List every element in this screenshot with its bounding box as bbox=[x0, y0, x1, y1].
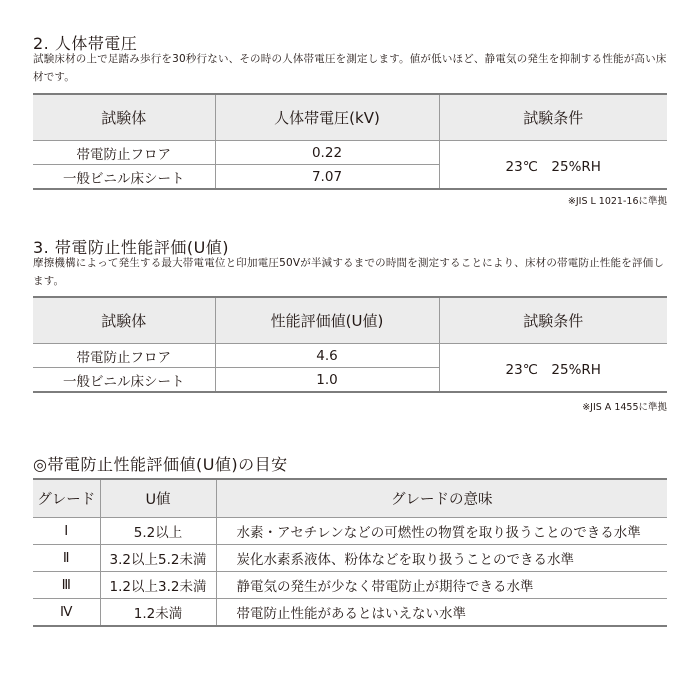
table-row bbox=[33, 344, 667, 368]
specimen-cell: 一般ビニル床シート bbox=[33, 165, 215, 190]
value-cell: 0.22 bbox=[215, 141, 439, 165]
column-header: 試験条件 bbox=[439, 94, 667, 141]
section2-heading: 2. 人体帯電圧 bbox=[33, 34, 138, 53]
column-header: U値 bbox=[100, 479, 216, 518]
section3-heading: 3. 帯電防止性能評価(U値) bbox=[33, 238, 230, 257]
condition-cell: 23℃ 25%RH bbox=[439, 141, 667, 190]
value-cell: 7.07 bbox=[215, 165, 439, 190]
table-header-row bbox=[33, 479, 667, 518]
section2-description: 試験床材の上で足踏み歩行を30秒行ない、その時の人体帯電圧を測定します。値が低いほど、静電気の発生を抑制する性能が高い床材です。 bbox=[33, 53, 667, 83]
table-row bbox=[33, 599, 667, 627]
value-cell: 4.6 bbox=[215, 344, 439, 368]
meaning-cell: 水素・アセチレンなどの可燃性の物質を取り扱うことのできる水準 bbox=[216, 518, 667, 545]
column-header: グレード bbox=[33, 479, 100, 518]
column-header: 人体帯電圧(kV) bbox=[215, 94, 439, 141]
column-header: グレードの意味 bbox=[216, 479, 667, 518]
meaning-cell: 帯電防止性能があるとはいえない水準 bbox=[216, 599, 667, 627]
condition-cell: 23℃ 25%RH bbox=[439, 344, 667, 393]
table-row bbox=[33, 141, 667, 165]
u-value-cell: 1.2以上3.2未満 bbox=[100, 572, 216, 599]
column-header: 試験体 bbox=[33, 297, 215, 344]
meaning-cell: 静電気の発生が少なく帯電防止が期待できる水準 bbox=[216, 572, 667, 599]
section3-table bbox=[33, 296, 667, 393]
guide-heading: ◎帯電防止性能評価値(U値)の目安 bbox=[33, 455, 288, 474]
grade-cell: Ⅳ bbox=[33, 599, 100, 627]
section2-note: ※JIS L 1021-16に準拠 bbox=[567, 196, 667, 207]
value-cell: 1.0 bbox=[215, 368, 439, 393]
column-header: 性能評価値(U値) bbox=[215, 297, 439, 344]
specimen-cell: 帯電防止フロア bbox=[33, 141, 215, 165]
table-row bbox=[33, 545, 667, 572]
u-value-cell: 3.2以上5.2未満 bbox=[100, 545, 216, 572]
section3-note: ※JIS A 1455に準拠 bbox=[582, 402, 667, 413]
u-value-cell: 1.2未満 bbox=[100, 599, 216, 627]
grade-cell: Ⅱ bbox=[33, 545, 100, 572]
meaning-cell: 炭化水素系液体、粉体などを取り扱うことのできる水準 bbox=[216, 545, 667, 572]
table-row bbox=[33, 518, 667, 545]
specimen-cell: 一般ビニル床シート bbox=[33, 368, 215, 393]
grade-cell: Ⅲ bbox=[33, 572, 100, 599]
grade-cell: Ⅰ bbox=[33, 518, 100, 545]
section3-description: 摩擦機構によって発生する最大帯電電位と印加電圧50Vが半減するまでの時間を測定することにより、床材の帯電防止性能を評価します。 bbox=[33, 257, 665, 287]
table-header-row bbox=[33, 94, 667, 141]
u-value-cell: 5.2以上 bbox=[100, 518, 216, 545]
specimen-cell: 帯電防止フロア bbox=[33, 344, 215, 368]
grade-table bbox=[33, 478, 667, 627]
table-row bbox=[33, 572, 667, 599]
table-header-row bbox=[33, 297, 667, 344]
section2-table bbox=[33, 93, 667, 190]
column-header: 試験体 bbox=[33, 94, 215, 141]
column-header: 試験条件 bbox=[439, 297, 667, 344]
